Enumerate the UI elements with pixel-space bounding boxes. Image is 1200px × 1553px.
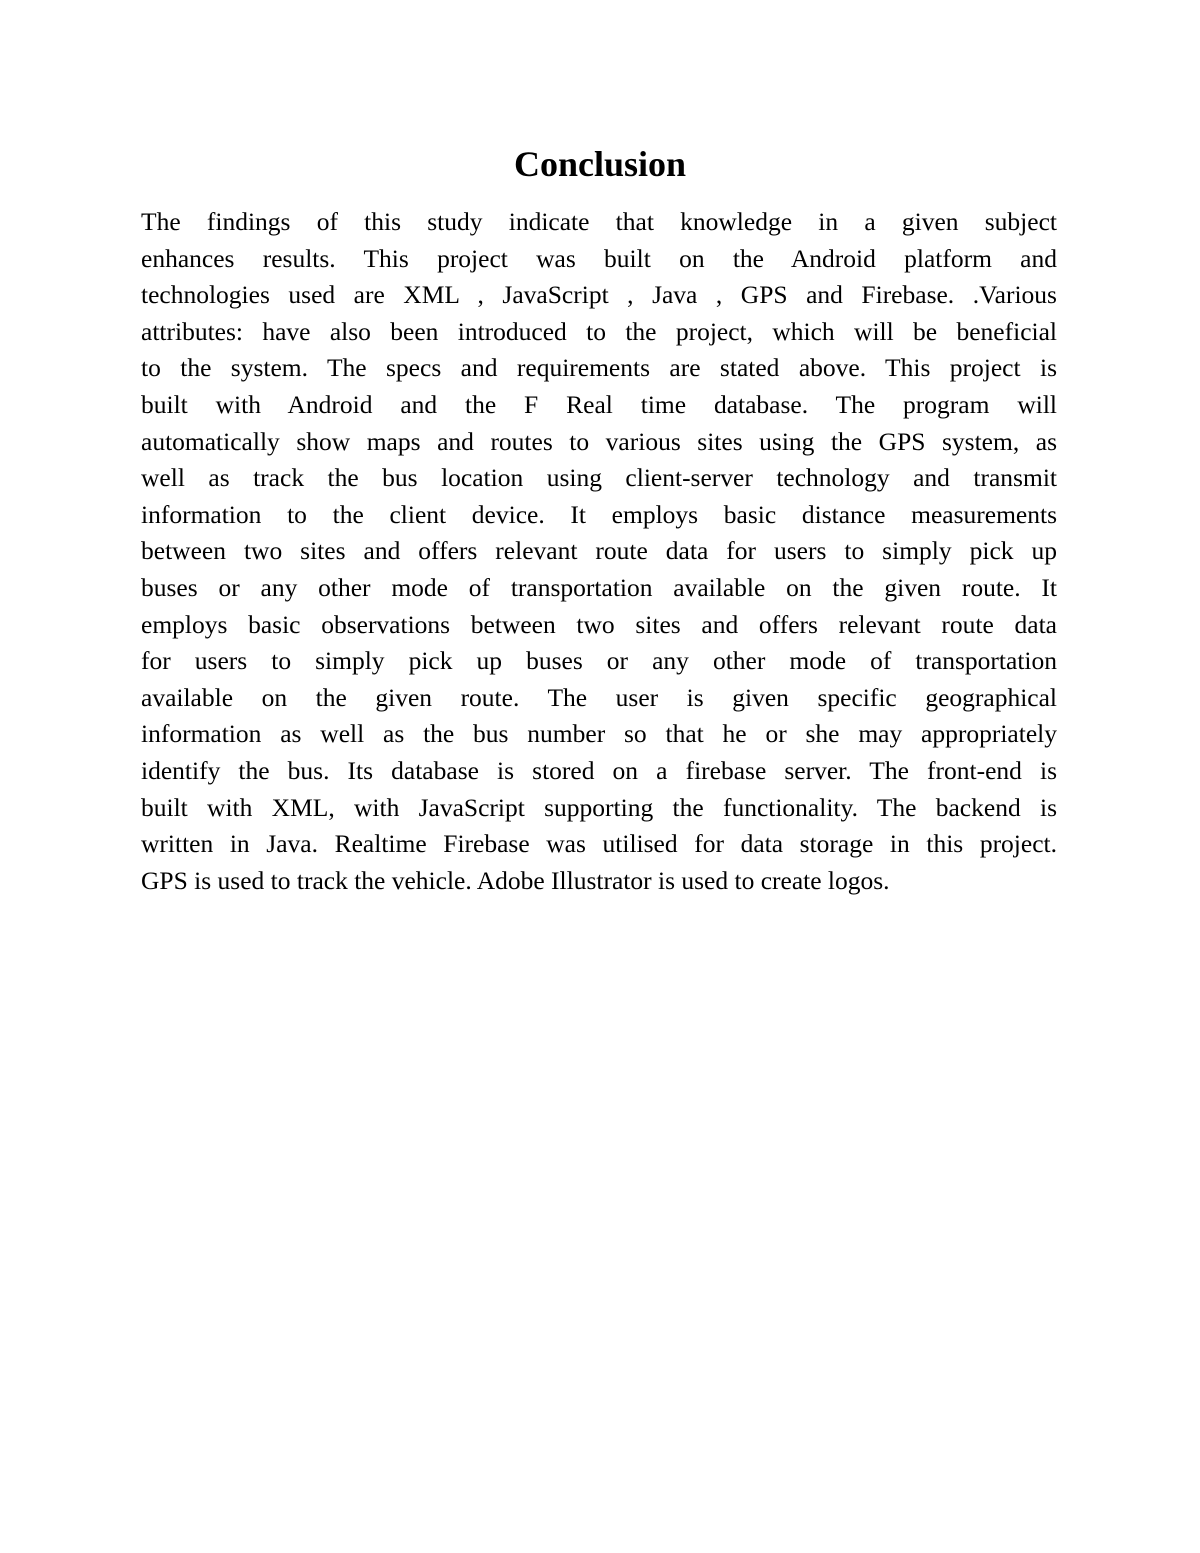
paragraph-line: attributes: have also been introduced to the project, which will be beneficial bbox=[141, 316, 1057, 346]
paragraph-line: technologies used are XML , JavaScript , Java , GPS and Firebase. .Various bbox=[141, 280, 1057, 310]
paragraph-line: information to the client device. It employs basic distance measurements bbox=[141, 499, 1057, 529]
paragraph-line: built with Android and the F Real time database. The program will bbox=[141, 389, 1057, 419]
paragraph-line: identify the bus. Its database is stored on a firebase server. The front-end is bbox=[141, 755, 1057, 785]
paragraph-line: buses or any other mode of transportation available on the given route. It bbox=[141, 572, 1057, 602]
paragraph-line: well as track the bus location using client-server technology and transmit bbox=[141, 463, 1057, 493]
paragraph-line: written in Java. Realtime Firebase was utilised for data storage in this project. bbox=[141, 829, 1057, 859]
page-title: Conclusion bbox=[513, 144, 687, 184]
paragraph-line: employs basic observations between two sites and offers relevant route data bbox=[141, 609, 1057, 639]
paragraph-line: automatically show maps and routes to various sites using the GPS system, as bbox=[141, 426, 1057, 456]
paragraph-line: The findings of this study indicate that knowledge in a given subject bbox=[141, 207, 1057, 236]
paragraph-line: available on the given route. The user is given specific geographical bbox=[141, 682, 1057, 712]
paragraph-line: enhances results. This project was built on the Android platform and bbox=[141, 243, 1057, 273]
paragraph-line: GPS is used to track the vehicle. Adobe Illustrator is used to create logos. bbox=[141, 865, 890, 895]
paragraph-line: for users to simply pick up buses or any other mode of transportation bbox=[141, 646, 1057, 676]
conclusion-paragraph bbox=[141, 204, 1057, 899]
paragraph-line: built with XML, with JavaScript supporting the functionality. The backend is bbox=[141, 792, 1057, 822]
paragraph-line: to the system. The specs and requirements are stated above. This project is bbox=[141, 353, 1057, 383]
paragraph-line: between two sites and offers relevant route data for users to simply pick up bbox=[141, 536, 1057, 566]
paragraph-line: information as well as the bus number so that he or she may appropriately bbox=[141, 719, 1057, 749]
